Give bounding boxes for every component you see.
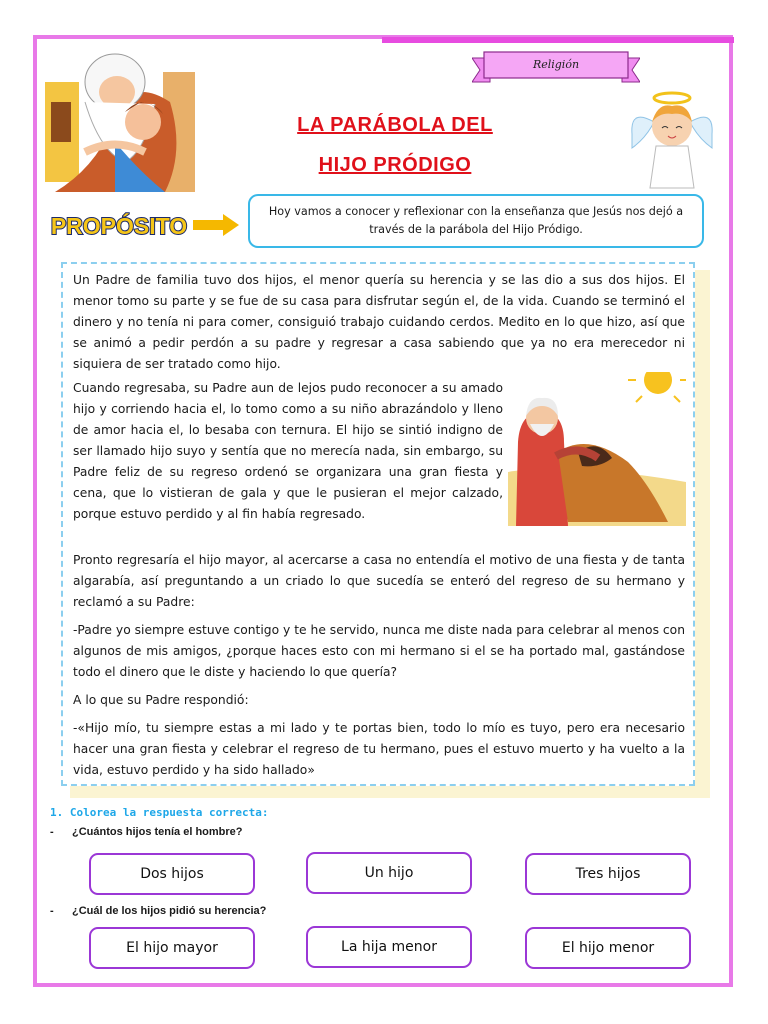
story-paragraph-2: Cuando regresaba, su Padre aun de lejos pudo reconocer a su amado hijo y corriendo hacia el, lo tomo como a su niño abrazándolo y lleno de amor hacia el, lo besaba con ternura. El hijo se sintió indigno de ser llamado hijo suyo y sentía que no merecía nada, sin embargo, su Padre feliz de su regreso ordenó se organizara una gran fiesta y cena, que lo vistieran de gala y que le pusieran el mejor calzado, porque estuvo perdido y al fin había regresado. xyxy=(73,381,503,521)
question-2 xyxy=(50,905,266,917)
answer-option-hijo-menor[interactable]: El hijo menor xyxy=(525,927,691,969)
arrow-right-icon xyxy=(193,214,239,236)
answer-option-hija-menor[interactable]: La hija menor xyxy=(306,926,472,968)
answer-option-hijo-mayor[interactable]: El hijo mayor xyxy=(89,927,255,969)
purpose-text-box xyxy=(248,194,704,248)
story-paragraph-1: Un Padre de familia tuvo dos hijos, el menor quería su herencia y se las dio a sus dos hijos. El menor tomo su parte y se fue de su casa para disfrutar según el, de la vida. Cuando se terminó el dinero y no tenía ni para comer, consiguió trabajo cuidando cerdos. Medito en lo que hizo, así que se animó a pedir perdón a su padre y regresar a casa sabiendo que ya no era merecedor ni siquiera de ser tratado como hijo. xyxy=(73,273,685,371)
title-line-2: HIJO PRÓDIGO xyxy=(318,154,472,176)
question-2-dash: - xyxy=(50,905,54,917)
answer-option-tres-hijos[interactable]: Tres hijos xyxy=(525,853,691,895)
father-son-scene-illustration xyxy=(508,372,686,526)
question-1-dash: - xyxy=(50,826,54,838)
purpose-label: PROPÓSITO xyxy=(50,213,188,239)
father-hug-illustration xyxy=(45,42,195,200)
answer-option-dos-hijos[interactable]: Dos hijos xyxy=(89,853,255,895)
purpose-label-graphic xyxy=(48,207,190,243)
angel-illustration xyxy=(628,88,716,196)
title-line-1: LA PARÁBOLA DEL xyxy=(297,114,493,136)
questions-heading: 1. Colorea la respuesta correcta: xyxy=(50,806,269,819)
story-paragraph-4: -Padre yo siempre estuve contigo y te he servido, nunca me diste nada para celebrar al menos con algunos de mis amigos, ¿porque haces esto con mi hermano si el se ha portado mal, gastándose todo el dinero que le diste y haciendo lo que quería? xyxy=(73,623,685,679)
top-accent-bar xyxy=(382,37,734,43)
subject-label: Religión xyxy=(532,58,580,71)
question-1 xyxy=(50,826,243,838)
answer-option-un-hijo[interactable]: Un hijo xyxy=(306,852,472,894)
question-2-text: ¿Cuál de los hijos pidió su herencia? xyxy=(72,905,267,917)
story-paragraph-3: Pronto regresaría el hijo mayor, al acercarse a casa no entendía el motivo de una fiesta y de tanta algarabía, así preguntando a un criado lo que sucedía se enteró del regreso de su hermano y reclamó a su Padre: xyxy=(73,553,685,609)
purpose-text: Hoy vamos a conocer y reflexionar con la enseñanza que Jesús nos dejó a través de la parábola del Hijo Pródigo. xyxy=(268,205,684,236)
story-paragraph-5: A lo que su Padre respondió: xyxy=(73,693,249,707)
story-paragraph-6: -«Hijo mío, tu siempre estas a mi lado y te portas bien, todo lo mío es tuyo, pero era necesario hacer una gran fiesta y celebrar el regreso de tu hermano, pues el estuvo muerto y ha vuelto a la vida, estuvo perdido y ha sido hallado» xyxy=(73,721,685,777)
question-1-text: ¿Cuántos hijos tenía el hombre? xyxy=(72,826,243,838)
